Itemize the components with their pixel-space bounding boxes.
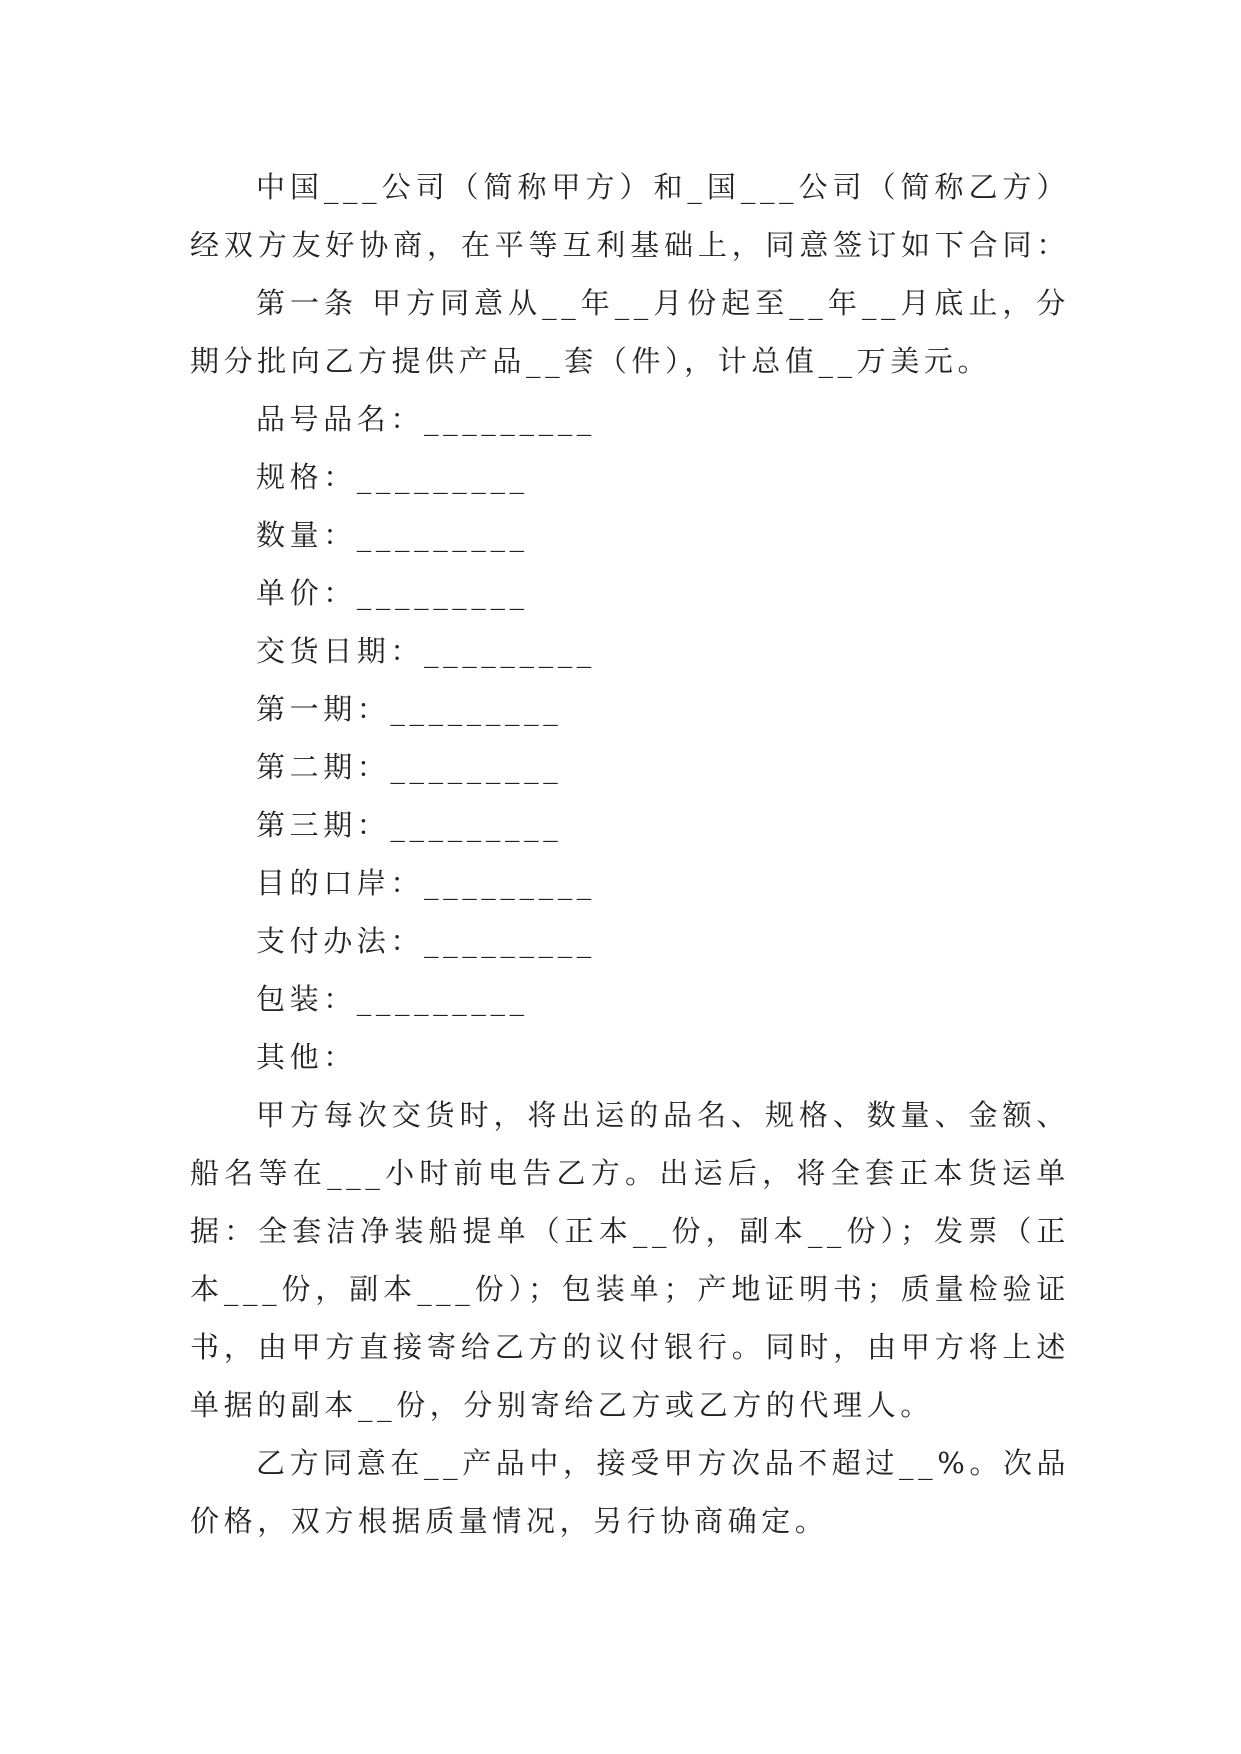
field-destination-port: 目的口岸：_________ <box>256 866 596 900</box>
field-delivery-date: 交货日期：_________ <box>256 634 596 668</box>
delivery-line-6: 单据的副本__份，分别寄给乙方或乙方的代理人。 <box>190 1388 934 1422</box>
article-one-line-1: 第一条 甲方同意从__年__月份起至__年__月底止，分 <box>256 286 1070 320</box>
field-phase-two: 第二期：_________ <box>256 750 563 784</box>
intro-line-1: 中国___公司（简称甲方）和_国___公司（简称乙方） <box>256 170 1070 204</box>
field-product-name: 品号品名：_________ <box>256 402 596 436</box>
field-phase-three: 第三期：_________ <box>256 808 563 842</box>
field-specification: 规格：_________ <box>256 460 529 494</box>
field-other: 其他： <box>256 1040 357 1074</box>
delivery-line-5: 书，由甲方直接寄给乙方的议付银行。同时，由甲方将上述 <box>190 1330 1070 1364</box>
field-unit-price: 单价：_________ <box>256 576 529 610</box>
field-quantity: 数量：_________ <box>256 518 529 552</box>
defect-line-1: 乙方同意在__产品中，接受甲方次品不超过__%。次品 <box>256 1446 1071 1480</box>
field-packaging: 包装：_________ <box>256 982 529 1016</box>
delivery-line-1: 甲方每次交货时，将出运的品名、规格、数量、金额、 <box>256 1098 1070 1132</box>
contract-body <box>190 158 1070 1550</box>
defect-line-2: 价格，双方根据质量情况，另行协商确定。 <box>190 1504 829 1538</box>
delivery-line-4: 本___份，副本___份）；包装单；产地证明书；质量检验证 <box>190 1272 1070 1306</box>
field-payment-method: 支付办法：_________ <box>256 924 596 958</box>
field-phase-one: 第一期：_________ <box>256 692 563 726</box>
article-one-line-2: 期分批向乙方提供产品__套（件），计总值__万美元。 <box>190 344 992 378</box>
delivery-line-2: 船名等在___小时前电告乙方。出运后，将全套正本货运单 <box>190 1156 1070 1190</box>
intro-line-2: 经双方友好协商，在平等互利基础上，同意签订如下合同： <box>190 228 1070 262</box>
delivery-line-3: 据：全套洁净装船提单（正本__份，副本__份）；发票（正 <box>190 1214 1070 1248</box>
